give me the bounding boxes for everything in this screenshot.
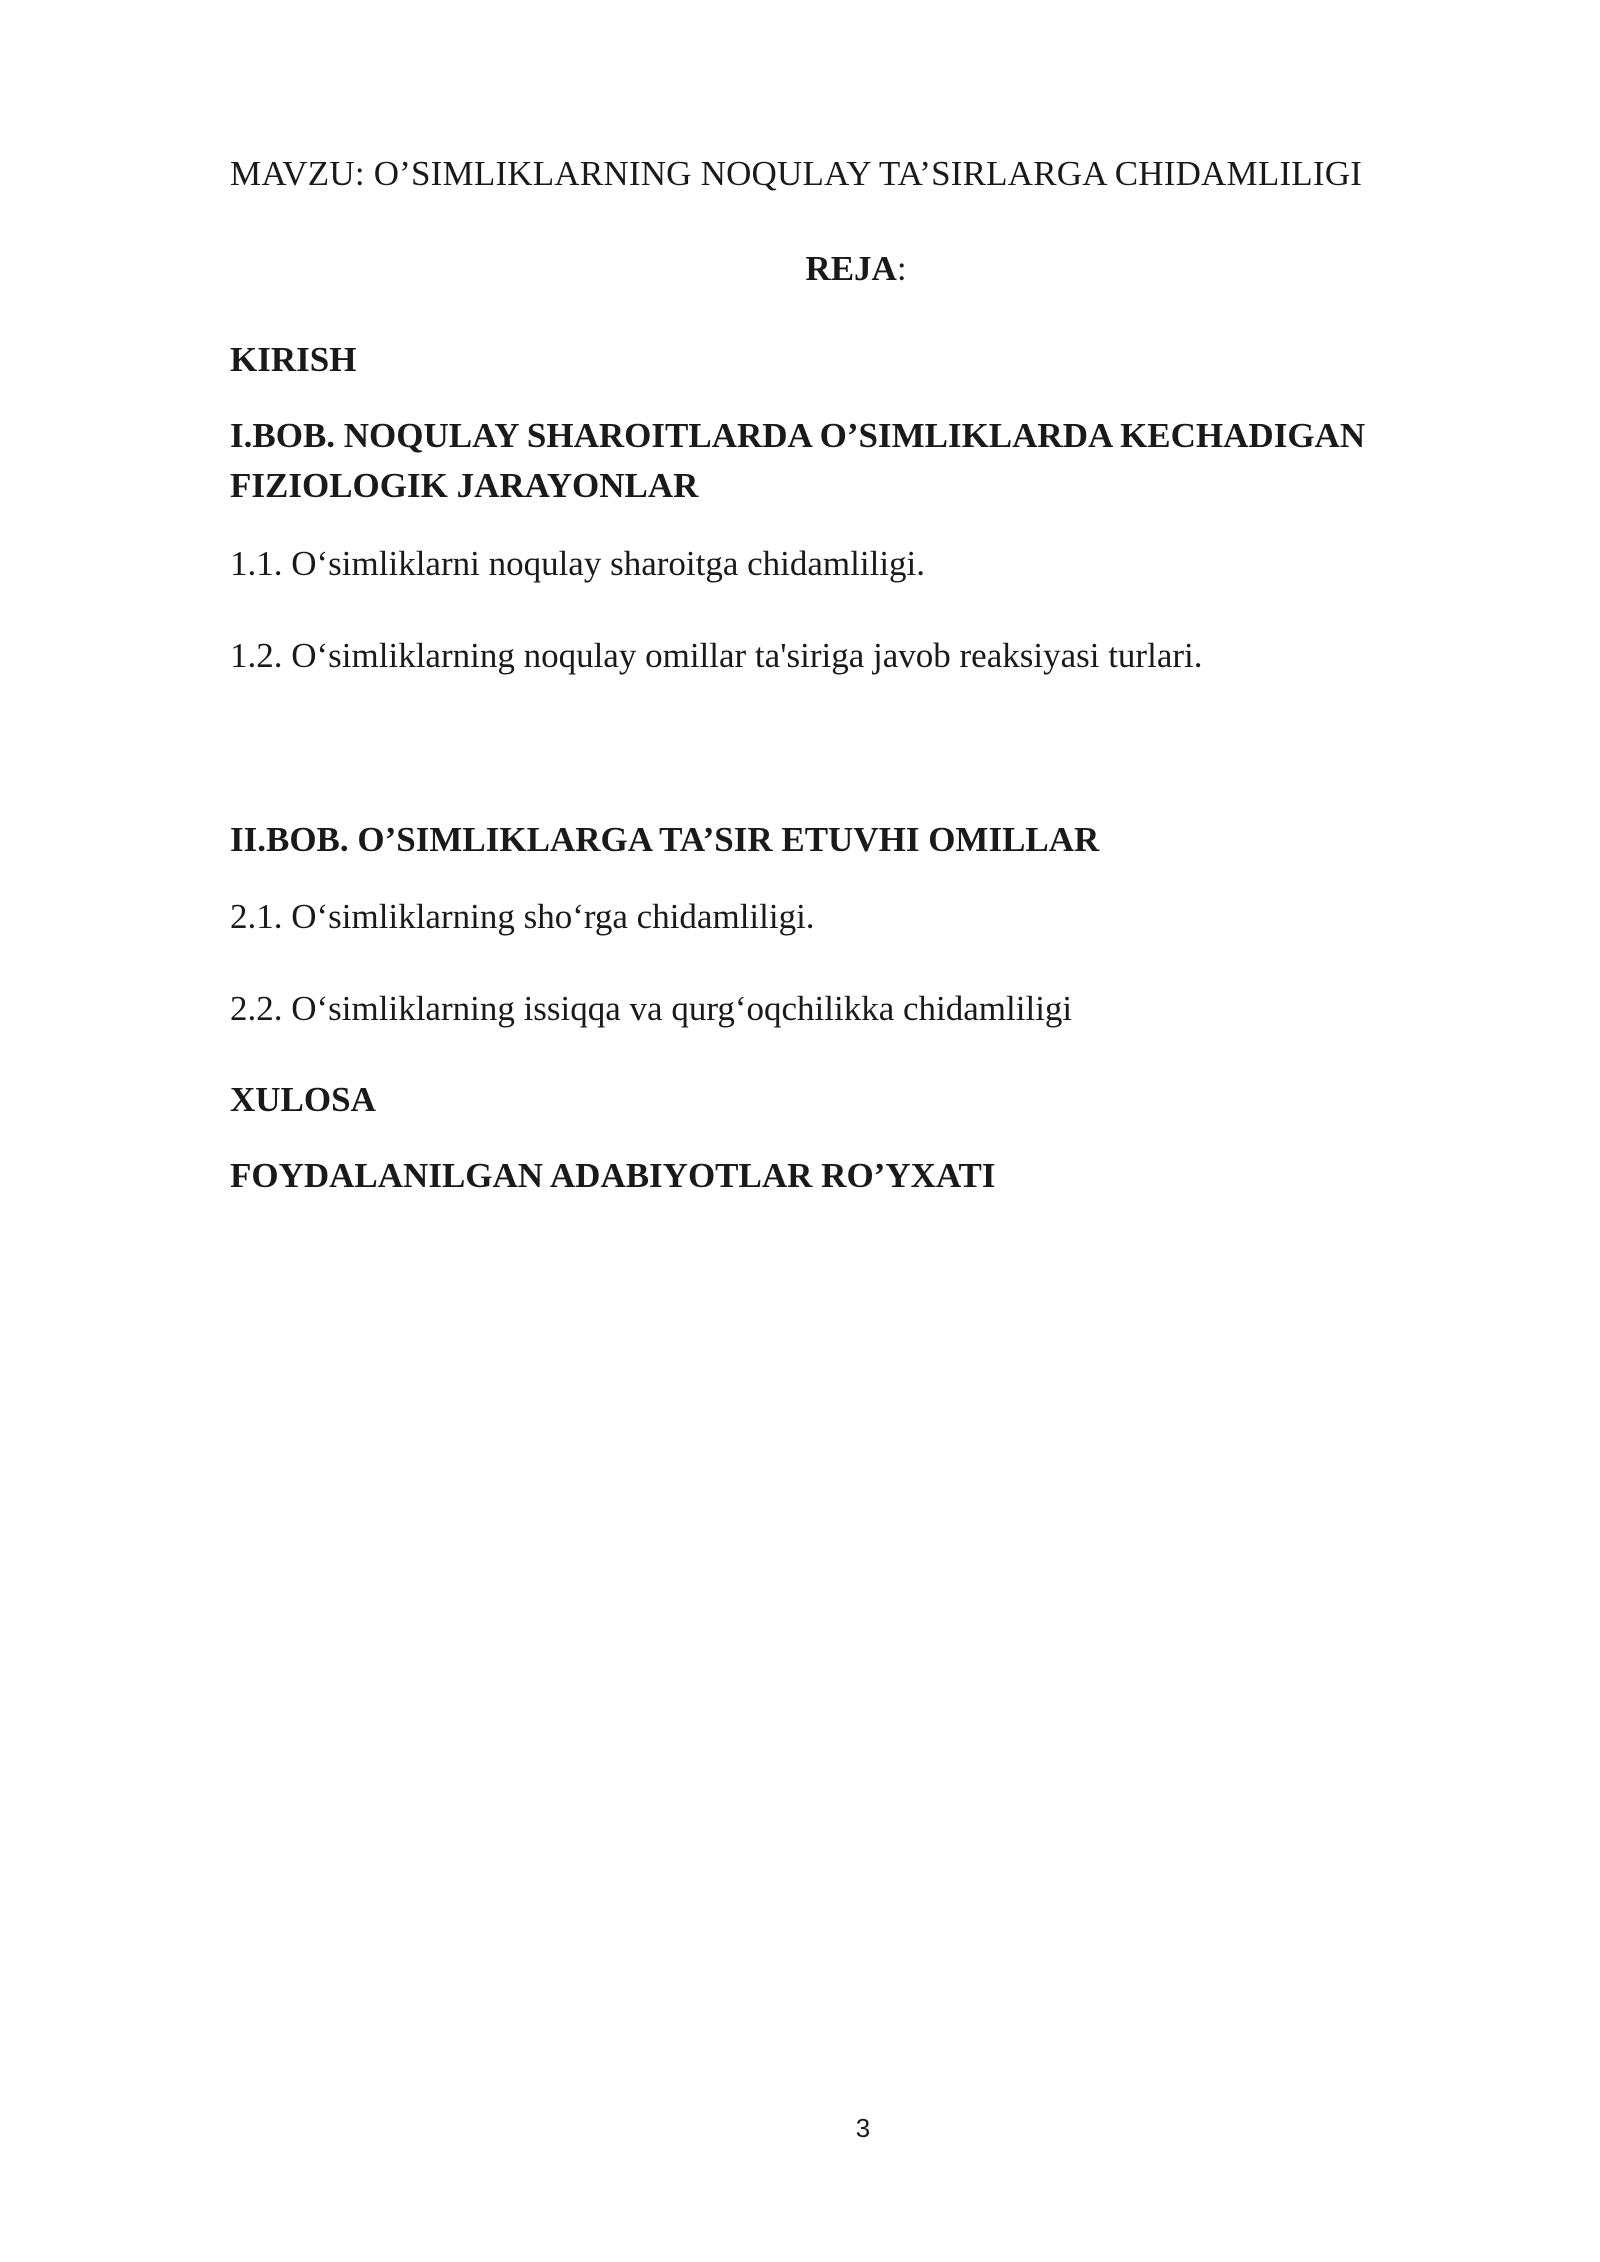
chapter1-title-line2: FIZIOLOGIK JARAYONLAR [230,466,699,505]
chapter2-title: II.BOB. O’SIMLIKLARGA TA’SIR ETUVHI OMILLAR [230,820,1100,859]
section-2-1: 2.1. O‘simliklarning sho‘rga chidamliligi. [230,897,815,936]
plan-heading [0,245,1600,293]
intro-heading: KIRISH [230,340,357,379]
section-2-2: 2.2. O‘simliklarning issiqqa va qurg‘oqchilikka chidamliligi [230,989,1073,1028]
topic-title: MAVZU: O’SIMLIKLARNING NOQULAY TA’SIRLARGA CHIDAMLILIGI [230,154,1363,193]
page-number: 3 [855,2113,871,2143]
plan-colon: : [896,249,907,288]
references-heading: FOYDALANILGAN ADABIYOTLAR RO’YXATI [230,1156,996,1195]
plan-title: REJA [805,249,897,288]
conclusion-heading: XULOSA [230,1080,376,1119]
chapter1-title-line1: I.BOB. NOQULAY SHAROITLARDA O’SIMLIKLARDA KECHADIGAN [230,416,1366,455]
section-1-2: 1.2. O‘simliklarning noqulay omillar ta'siriga javob reaksiyasi turlari. [230,636,1203,675]
section-1-1: 1.1. O‘simliklarni noqulay sharoitga chidamliligi. [230,544,926,583]
